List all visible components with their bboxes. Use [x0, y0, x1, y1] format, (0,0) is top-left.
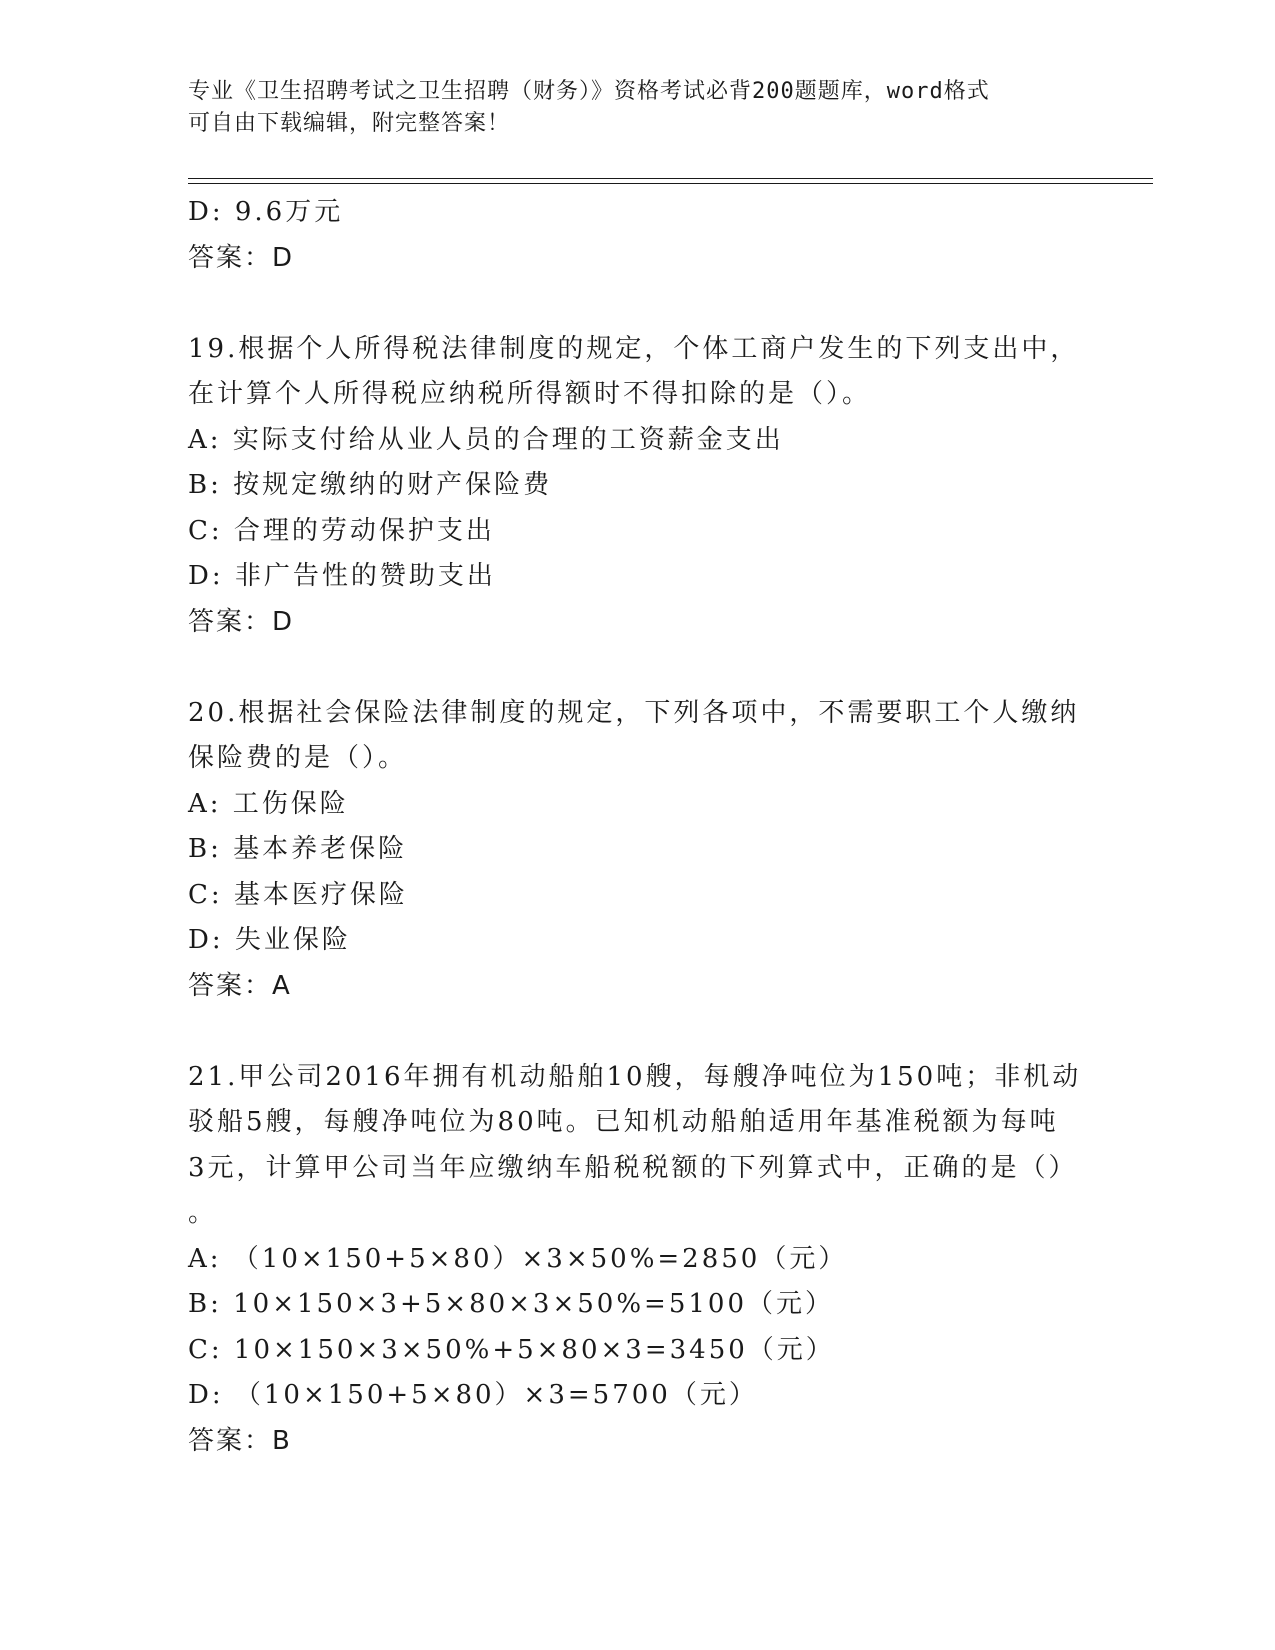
answer-line: 答案：A: [188, 970, 292, 1001]
document-body: [188, 190, 1088, 1464]
option-d: D: 9.6万元: [188, 197, 344, 227]
option-d: D: （10×150+5×80）×3=5700（元）: [188, 1380, 758, 1410]
answer-line: 答案：D: [188, 606, 295, 637]
question-stem-line: 20.根据社会保险法律制度的规定，下列各项中，不需要职工个人缴纳: [188, 697, 1080, 728]
header-line-1: 专业《卫生招聘考试之卫生招聘（财务）》资格考试必背200题题库，word格式: [188, 79, 990, 104]
question-stem-line: 。: [188, 1198, 218, 1228]
spacer: [188, 281, 1088, 327]
question-stem-line: 在计算个人所得税应纳税所得额时不得扣除的是（）。: [188, 379, 872, 409]
header-line-2: 可自由下载编辑，附完整答案！: [188, 111, 511, 136]
question-21: [188, 1055, 1088, 1465]
spacer: [188, 1009, 1088, 1055]
question-20: [188, 691, 1088, 1010]
question-stem-line: 驳船5艘，每艘净吨位为80吨。已知机动船舶适用年基准税额为每吨: [188, 1107, 1059, 1137]
option-c: C: 基本医疗保险: [188, 879, 408, 910]
question-stem-line: 3元，计算甲公司当年应缴纳车船税税额的下列算式中，正确的是（）: [188, 1152, 1078, 1183]
option-d: D: 非广告性的赞助支出: [188, 561, 496, 591]
option-a: A: 工伤保险: [188, 788, 349, 819]
question-stem-line: 19.根据个人所得税法律制度的规定，个体工商户发生的下列支出中，: [188, 333, 1080, 364]
document-header: [188, 76, 1068, 140]
header-divider-bottom: [188, 183, 1153, 184]
option-c: C: 合理的劳动保护支出: [188, 515, 495, 546]
question-stem-line: 21.甲公司2016年拥有机动船舶10艘，每艘净吨位为150吨；非机动: [188, 1061, 1082, 1092]
option-b: B: 基本养老保险: [188, 834, 408, 864]
option-b: B: 按规定缴纳的财产保险费: [188, 470, 553, 500]
previous-question-tail: [188, 190, 1088, 281]
answer-line: 答案：D: [188, 242, 295, 273]
question-19: [188, 327, 1088, 646]
option-c: C: 10×150×3×50%+5×80×3=3450（元）: [188, 1334, 835, 1365]
question-stem-line: 保险费的是（）。: [188, 743, 408, 773]
option-a: A: 实际支付给从业人员的合理的工资薪金支出: [188, 424, 784, 455]
option-b: B: 10×150×3+5×80×3×50%=5100（元）: [188, 1289, 835, 1319]
spacer: [188, 645, 1088, 691]
option-d: D: 失业保险: [188, 925, 351, 955]
header-divider-top: [188, 178, 1153, 179]
option-a: A: （10×150+5×80）×3×50%=2850（元）: [188, 1243, 848, 1274]
answer-line: 答案：B: [188, 1425, 292, 1456]
